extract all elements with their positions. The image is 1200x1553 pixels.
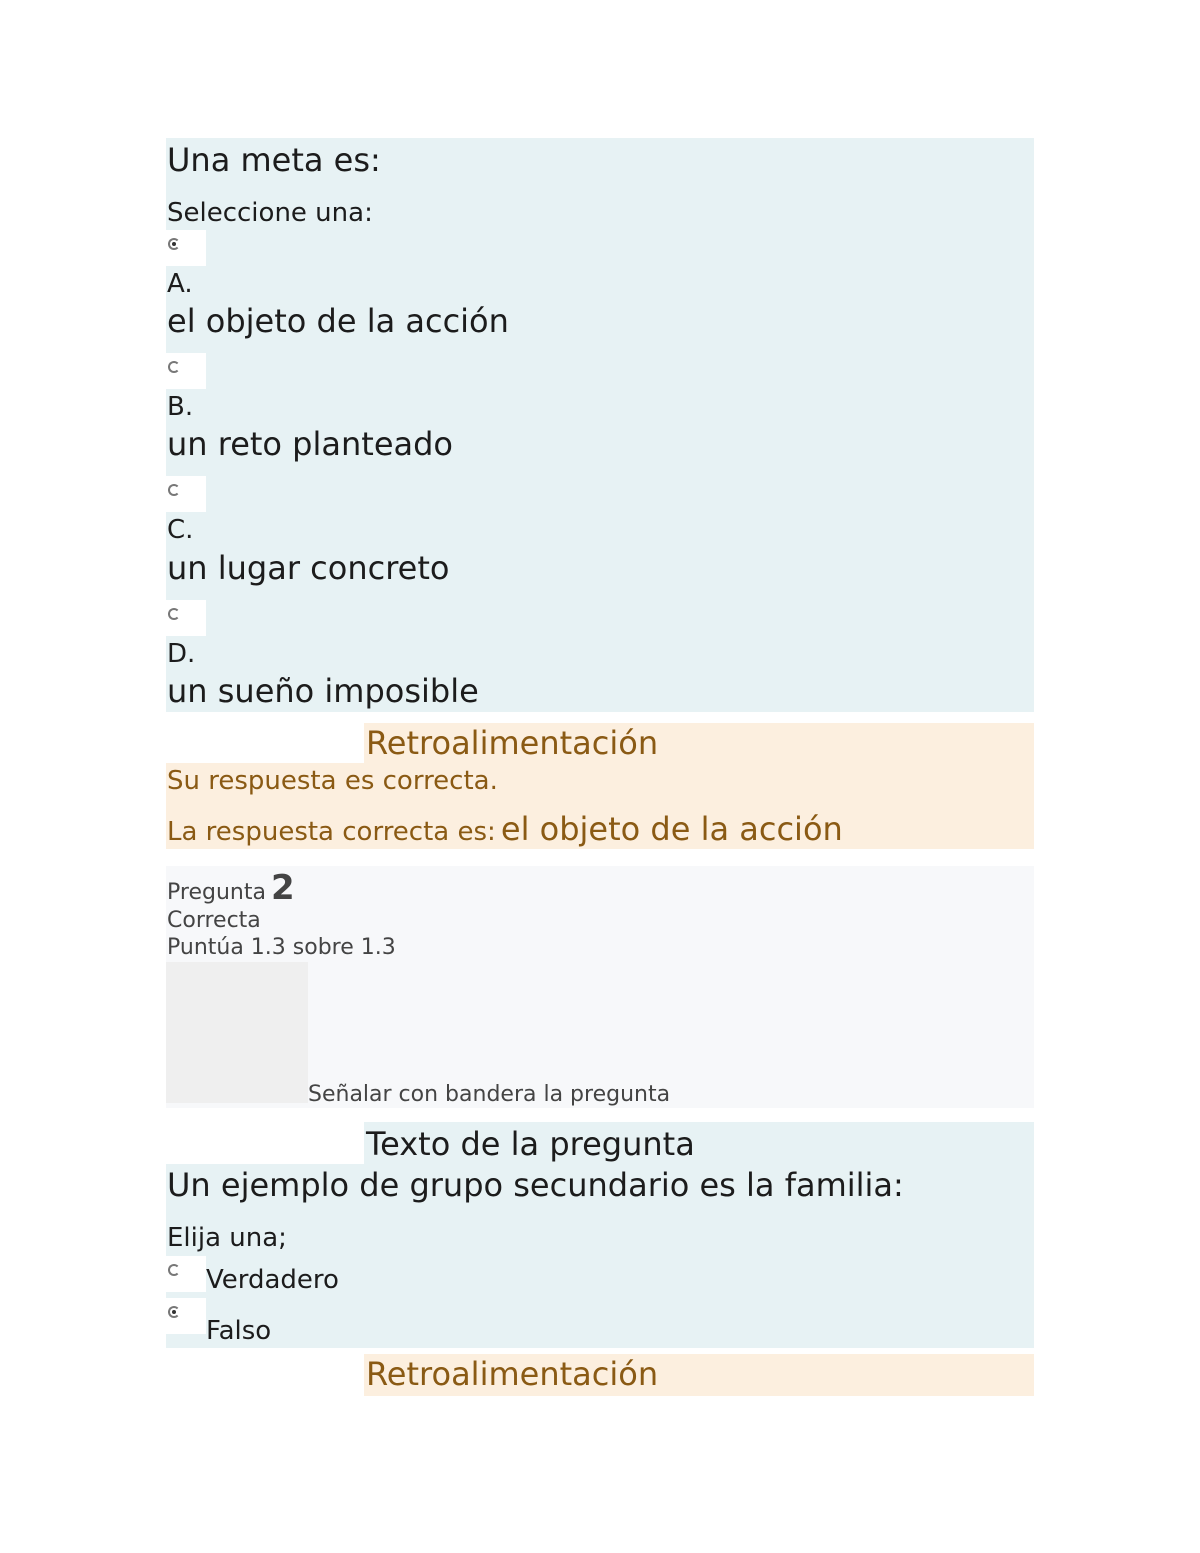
correct-answer-value: el objeto de la acción [500, 810, 843, 848]
question-2-prompt: Un ejemplo de grupo secundario es la familia: [167, 1166, 904, 1204]
question-score: Puntúa 1.3 sobre 1.3 [167, 935, 396, 960]
question-1-prompt: Una meta es: [167, 141, 381, 179]
option-d-text: un sueño imposible [167, 672, 479, 710]
radio-checked-icon[interactable] [168, 1306, 180, 1318]
question-2-header [167, 868, 295, 908]
radio-unchecked-icon[interactable] [168, 484, 180, 496]
radio-checked-icon[interactable] [168, 238, 180, 250]
option-a-radio-cell[interactable] [166, 230, 206, 266]
flag-question-link[interactable]: Señalar con bandera la pregunta [308, 1082, 671, 1107]
correct-answer-line [167, 809, 843, 849]
correct-answer-label: La respuesta correcta es: [167, 817, 496, 847]
option-d-letter: D. [167, 639, 196, 669]
question-2-instruction: Elija una; [167, 1223, 287, 1253]
option-a-letter: A. [167, 269, 193, 299]
question-text-heading: Texto de la pregunta [366, 1125, 695, 1163]
option-falso-radio-cell[interactable] [166, 1298, 206, 1334]
option-c-letter: C. [167, 515, 194, 545]
option-verdadero-text: Verdadero [206, 1265, 339, 1295]
flag-icon-area[interactable] [166, 962, 308, 1103]
radio-unchecked-icon[interactable] [168, 361, 180, 373]
feedback-2-heading: Retroalimentación [366, 1355, 659, 1393]
option-b-radio-cell[interactable] [166, 353, 206, 389]
radio-unchecked-icon[interactable] [168, 1264, 180, 1276]
option-c-radio-cell[interactable] [166, 476, 206, 512]
feedback-heading: Retroalimentación [366, 724, 659, 762]
question-1-instruction: Seleccione una: [167, 198, 373, 228]
question-status: Correcta [167, 908, 261, 933]
feedback-result: Su respuesta es correcta. [167, 766, 498, 796]
radio-unchecked-icon[interactable] [168, 608, 180, 620]
option-falso-text: Falso [206, 1316, 272, 1346]
option-c-text: un lugar concreto [167, 549, 450, 587]
question-number: 2 [271, 868, 295, 908]
option-a-text: el objeto de la acción [167, 302, 509, 340]
option-b-letter: B. [167, 392, 194, 422]
question-label: Pregunta [167, 880, 266, 905]
option-b-text: un reto planteado [167, 425, 453, 463]
option-d-radio-cell[interactable] [166, 600, 206, 636]
option-verdadero-radio-cell[interactable] [166, 1256, 206, 1292]
